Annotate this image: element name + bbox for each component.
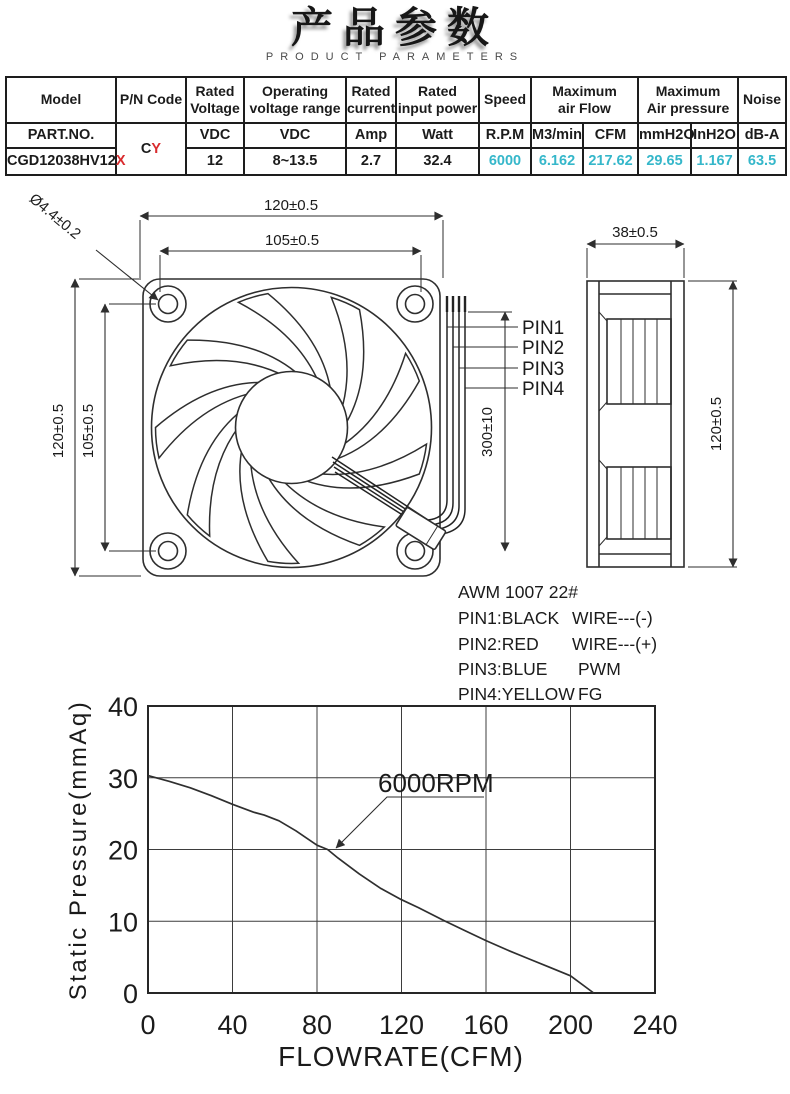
dim-front-height: 120±0.5 bbox=[50, 403, 67, 459]
value-current: 2.7 bbox=[346, 148, 396, 175]
pin2-label: PIN2 bbox=[522, 338, 565, 359]
pin1-function: WIRE---(-) bbox=[572, 608, 653, 628]
unit-watt: Watt bbox=[396, 123, 479, 148]
wire-spec-title: AWM 1007 22# bbox=[458, 582, 578, 602]
unit-cfm: CFM bbox=[583, 123, 638, 148]
y-tick-label: 0 bbox=[122, 979, 138, 1009]
col-header-rated-current: Rated current bbox=[346, 77, 396, 123]
pin2-function: WIRE---(+) bbox=[572, 634, 658, 654]
col-header-model: Model bbox=[6, 77, 116, 123]
model-number: CGD12038HV12X bbox=[6, 148, 116, 175]
unit-inh2o: InH2O bbox=[691, 123, 738, 148]
pressure-flow-curve bbox=[148, 776, 594, 993]
value-speed: 6000 bbox=[479, 148, 531, 175]
dim-front-width: 120±0.5 bbox=[263, 197, 319, 214]
col-header-air-pressure: Maximum Air pressure bbox=[638, 77, 738, 123]
spec-table bbox=[5, 76, 787, 176]
mounting-hole bbox=[159, 295, 178, 314]
y-tick-label: 20 bbox=[107, 835, 138, 866]
x-tick-label: 40 bbox=[217, 1010, 248, 1040]
col-header-rated-voltage: Rated Voltage bbox=[186, 77, 244, 123]
fan-front-view bbox=[143, 279, 465, 576]
pin3-color: PIN3:BLUE bbox=[458, 659, 548, 679]
unit-part-no: PART.NO. bbox=[6, 123, 116, 148]
dim-depth: 38±0.5 bbox=[612, 224, 658, 241]
fan-side-view bbox=[587, 281, 684, 567]
unit-vdc-1: VDC bbox=[186, 123, 244, 148]
mounting-hole bbox=[159, 542, 178, 561]
col-header-noise: Noise bbox=[738, 77, 786, 123]
pin4-label: PIN4 bbox=[522, 379, 565, 400]
x-tick-label: 0 bbox=[140, 1010, 156, 1040]
chart-plot-area bbox=[108, 692, 678, 1040]
y-tick-label: 40 bbox=[107, 692, 138, 722]
wire-spec-block bbox=[458, 582, 657, 704]
col-header-pn-code: P/N Code bbox=[116, 77, 186, 123]
mounting-hole bbox=[406, 542, 425, 561]
y-tick-label: 10 bbox=[107, 907, 138, 938]
pin1-color: PIN1:BLACK bbox=[458, 608, 560, 628]
unit-mmh2o: mmH2O bbox=[638, 123, 691, 148]
pn-code-value: CY bbox=[116, 123, 186, 175]
pin1-label: PIN1 bbox=[522, 318, 565, 339]
dim-front-bolt-width: 105±0.5 bbox=[264, 232, 320, 249]
value-cfm: 217.62 bbox=[583, 148, 638, 175]
page-subtitle: PRODUCT PARAMETERS bbox=[265, 51, 525, 63]
value-inh2o: 1.167 bbox=[691, 148, 738, 175]
page-header bbox=[0, 0, 790, 72]
value-noise: 63.5 bbox=[738, 148, 786, 175]
x-axis-label: FLOWRATE(CFM) bbox=[278, 1041, 524, 1072]
x-tick-label: 240 bbox=[632, 1010, 678, 1040]
dim-front-bolt-height: 105±0.5 bbox=[80, 403, 97, 459]
x-tick-label: 200 bbox=[547, 1010, 594, 1040]
x-tick-label: 120 bbox=[378, 1010, 425, 1040]
y-axis-label: Static Pressure(mmAq) bbox=[65, 699, 92, 1001]
value-rated-voltage: 12 bbox=[186, 148, 244, 175]
x-tick-label: 160 bbox=[463, 1010, 509, 1040]
y-tick-label: 30 bbox=[107, 763, 138, 794]
dim-wire-length: 300±10 bbox=[479, 407, 496, 457]
fan-hub bbox=[236, 372, 348, 484]
annotation-leader bbox=[336, 797, 484, 848]
unit-rpm: R.P.M bbox=[479, 123, 531, 148]
page-title: 产品参数 bbox=[290, 4, 499, 51]
unit-m3min: M3/min bbox=[531, 123, 583, 148]
col-header-air-flow: Maximum air Flow bbox=[531, 77, 638, 123]
col-header-voltage-range: Operating voltage range bbox=[244, 77, 346, 123]
dim-side-height: 120±0.5 bbox=[708, 396, 725, 452]
value-m3min: 6.162 bbox=[531, 148, 583, 175]
value-voltage-range: 8~13.5 bbox=[244, 148, 346, 175]
pin2-color: PIN2:RED bbox=[458, 634, 539, 654]
value-power: 32.4 bbox=[396, 148, 479, 175]
unit-amp: Amp bbox=[346, 123, 396, 148]
dimension-drawing bbox=[0, 184, 790, 704]
rpm-annotation: 6000RPM bbox=[378, 768, 494, 798]
pin4-function: FG bbox=[578, 684, 603, 704]
unit-dba: dB-A bbox=[738, 123, 786, 148]
x-tick-label: 80 bbox=[301, 1010, 333, 1040]
wire-pins bbox=[447, 296, 465, 312]
dim-hole-dia: Ø4.4±0.2 bbox=[25, 190, 84, 243]
pin4-color: PIN4:YELLOW bbox=[458, 684, 575, 704]
pin3-function: PWM bbox=[578, 659, 621, 679]
mounting-hole bbox=[406, 295, 425, 314]
pin3-label: PIN3 bbox=[522, 359, 565, 380]
col-header-speed: Speed bbox=[479, 77, 531, 123]
col-header-input-power: Rated input power bbox=[396, 77, 479, 123]
value-mmh2o: 29.65 bbox=[638, 148, 691, 175]
unit-vdc-2: VDC bbox=[244, 123, 346, 148]
